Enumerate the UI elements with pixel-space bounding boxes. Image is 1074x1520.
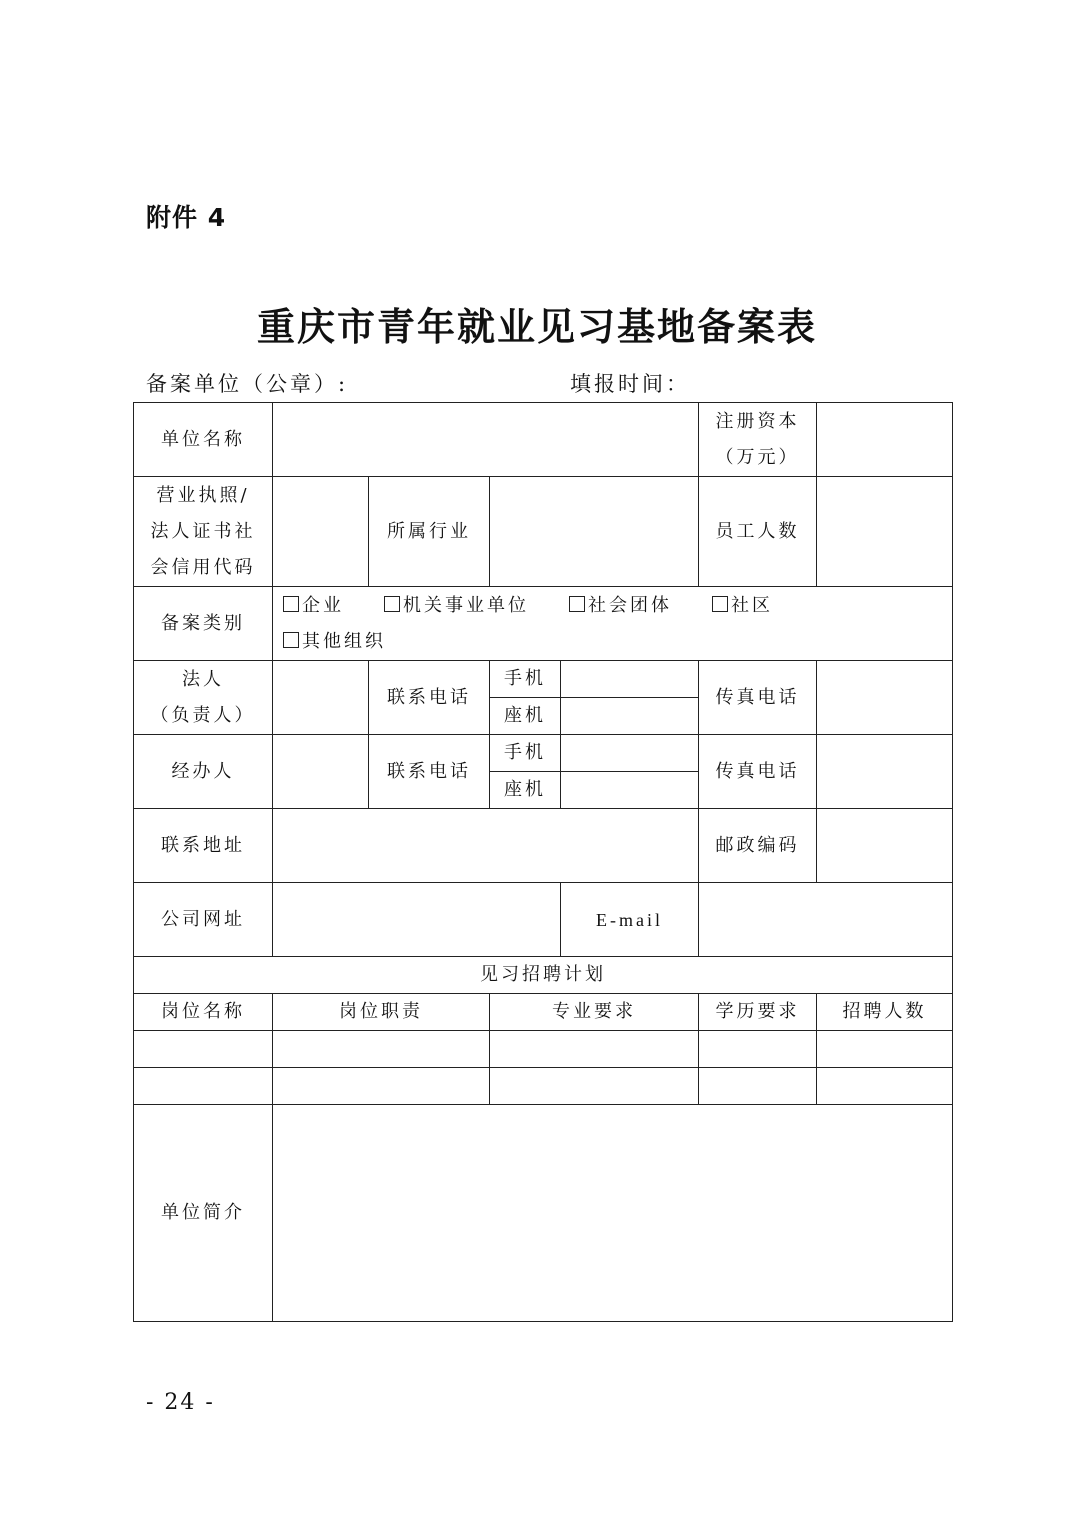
legal-fax-label: 传真电话: [699, 661, 817, 735]
page-number: - 24 -: [146, 1390, 215, 1415]
fill-time-label: 填报时间：: [570, 372, 690, 396]
position-name-cell[interactable]: [134, 1031, 273, 1068]
company-website-field[interactable]: [273, 883, 561, 957]
handler-landline-label: 座机: [490, 772, 561, 809]
handler-field[interactable]: [273, 735, 369, 809]
row-website: [134, 883, 953, 957]
option-label: 其他组织: [302, 630, 386, 652]
email-label: E-mail: [561, 883, 699, 957]
postal-code-label: 邮政编码: [699, 809, 817, 883]
recruit-count-cell[interactable]: [817, 1068, 953, 1105]
legal-fax-field[interactable]: [817, 661, 953, 735]
option-label: 社会团体: [588, 594, 672, 616]
table-row: [134, 1031, 953, 1068]
annex-label: 附件 4: [146, 203, 227, 232]
row-filing-category: [134, 587, 953, 661]
unit-intro-label: 单位简介: [134, 1105, 273, 1322]
employee-count-field[interactable]: [817, 477, 953, 587]
legal-mobile-field[interactable]: [561, 661, 699, 698]
row-address: [134, 809, 953, 883]
legal-person-label: [134, 661, 273, 735]
filing-category-options: [273, 587, 953, 661]
education-requirement-cell[interactable]: [699, 1068, 817, 1105]
position-name-cell[interactable]: [134, 1068, 273, 1105]
legal-mobile-label: 手机: [490, 661, 561, 698]
header-education-requirement: 学历要求: [699, 994, 817, 1031]
contact-address-field[interactable]: [273, 809, 699, 883]
category-option-enterprise[interactable]: [283, 588, 344, 624]
category-option-community[interactable]: [712, 588, 773, 624]
handler-label: 经办人: [134, 735, 273, 809]
handler-landline-field[interactable]: [561, 772, 699, 809]
industry-field[interactable]: [490, 477, 699, 587]
legal-contact-phone-label: 联系电话: [369, 661, 490, 735]
category-option-social-group[interactable]: [569, 588, 672, 624]
filing-form-table: [133, 402, 953, 1322]
page-title: 重庆市青年就业见习基地备案表: [256, 305, 817, 349]
header-position-duties: 岗位职责: [273, 994, 490, 1031]
checkbox[interactable]: [712, 596, 728, 612]
checkbox[interactable]: [283, 596, 299, 612]
option-label: 机关事业单位: [403, 594, 529, 616]
major-requirement-cell[interactable]: [490, 1068, 699, 1105]
legal-landline-label: 座机: [490, 698, 561, 735]
checkbox[interactable]: [283, 632, 299, 648]
employee-count-label: 员工人数: [699, 477, 817, 587]
education-requirement-cell[interactable]: [699, 1031, 817, 1068]
registered-capital-line2: （万元）: [715, 446, 800, 468]
handler-fax-field[interactable]: [817, 735, 953, 809]
filing-category-label: 备案类别: [134, 587, 273, 661]
row-recruit-plan: [134, 957, 953, 994]
license-code-line1: 营业执照/: [156, 484, 250, 506]
license-code-line3: 会信用代码: [150, 556, 256, 578]
header-recruit-count: 招聘人数: [817, 994, 953, 1031]
email-field[interactable]: [699, 883, 953, 957]
recruit-plan-heading: 见习招聘计划: [134, 957, 953, 994]
registered-capital-field[interactable]: [817, 403, 953, 477]
contact-address-label: 联系地址: [134, 809, 273, 883]
unit-intro-field[interactable]: [273, 1105, 953, 1322]
position-duties-cell[interactable]: [273, 1031, 490, 1068]
handler-mobile-field[interactable]: [561, 735, 699, 772]
registered-capital-label: [699, 403, 817, 477]
company-website-label: 公司网址: [134, 883, 273, 957]
row-handler-mobile: [134, 735, 953, 772]
handler-mobile-label: 手机: [490, 735, 561, 772]
license-code-line2: 法人证书社: [150, 520, 256, 542]
checkbox[interactable]: [569, 596, 585, 612]
row-unit-intro: [134, 1105, 953, 1322]
registered-capital-line1: 注册资本: [715, 410, 800, 432]
recruit-count-cell[interactable]: [817, 1031, 953, 1068]
industry-label: 所属行业: [369, 477, 490, 587]
row-license: [134, 477, 953, 587]
filing-unit-label: 备案单位（公章）:: [146, 372, 349, 396]
legal-landline-field[interactable]: [561, 698, 699, 735]
postal-code-field[interactable]: [817, 809, 953, 883]
header-major-requirement: 专业要求: [490, 994, 699, 1031]
legal-person-field[interactable]: [273, 661, 369, 735]
table-row: [134, 1068, 953, 1105]
row-unit-name: [134, 403, 953, 477]
license-code-label: [134, 477, 273, 587]
position-duties-cell[interactable]: [273, 1068, 490, 1105]
handler-fax-label: 传真电话: [699, 735, 817, 809]
major-requirement-cell[interactable]: [490, 1031, 699, 1068]
unit-name-field[interactable]: [273, 403, 699, 477]
row-legal-person-mobile: [134, 661, 953, 698]
row-recruit-headers: [134, 994, 953, 1031]
legal-person-line2: （负责人）: [150, 704, 256, 726]
unit-name-label: 单位名称: [134, 403, 273, 477]
legal-person-line1: 法人: [182, 668, 224, 690]
option-label: 社区: [731, 594, 773, 616]
header-position-name: 岗位名称: [134, 994, 273, 1031]
category-option-other[interactable]: [283, 624, 386, 660]
handler-contact-phone-label: 联系电话: [369, 735, 490, 809]
checkbox[interactable]: [384, 596, 400, 612]
option-label: 企业: [302, 594, 344, 616]
category-option-government[interactable]: [384, 588, 529, 624]
license-code-field[interactable]: [273, 477, 369, 587]
